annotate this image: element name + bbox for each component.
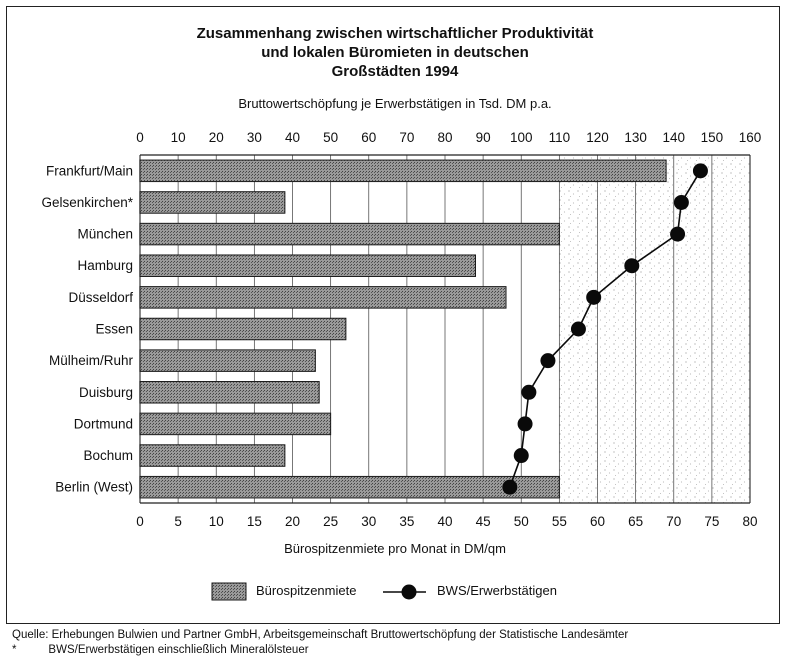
top-tick-label-40: 40 bbox=[284, 130, 301, 145]
bottom-tick-label-25: 25 bbox=[323, 514, 339, 529]
bws-point-2 bbox=[670, 227, 685, 242]
legend-swatch-bar bbox=[212, 583, 246, 600]
legend-label-bar: Bürospitzenmiete bbox=[256, 583, 357, 598]
top-tick-label-60: 60 bbox=[361, 130, 377, 145]
category-label-5: Essen bbox=[95, 321, 133, 337]
bws-point-9 bbox=[514, 448, 529, 463]
legend-swatch-marker bbox=[402, 585, 417, 600]
bws-point-8 bbox=[518, 416, 533, 431]
top-tick-label-10: 10 bbox=[170, 130, 186, 145]
bottom-tick-label-5: 5 bbox=[174, 514, 182, 529]
category-label-9: Bochum bbox=[83, 448, 133, 464]
bottom-tick-label-65: 65 bbox=[628, 514, 644, 529]
bottom-tick-label-70: 70 bbox=[666, 514, 682, 529]
bottom-tick-label-75: 75 bbox=[704, 514, 720, 529]
bottom-tick-label-15: 15 bbox=[246, 514, 262, 529]
bar-9 bbox=[140, 445, 285, 467]
top-axis-title: Bruttowertschöpfung je Erwerbstätigen in Tsd. DM p.a. bbox=[238, 96, 552, 111]
bar-3 bbox=[140, 255, 476, 277]
bottom-axis-title: Bürospitzenmiete pro Monat in DM/qm bbox=[284, 541, 506, 556]
bottom-tick-label-30: 30 bbox=[361, 514, 377, 529]
bottom-tick-label-60: 60 bbox=[589, 514, 606, 529]
top-tick-label-160: 160 bbox=[738, 130, 762, 145]
asterisk-footnote: * BWS/Erwerbstätigen einschließlich Mineralölsteuer bbox=[12, 644, 309, 656]
top-tick-label-80: 80 bbox=[437, 130, 453, 145]
top-tick-label-140: 140 bbox=[662, 130, 686, 145]
bws-point-7 bbox=[521, 385, 536, 400]
legend-label-line: BWS/Erwerbstätigen bbox=[437, 583, 557, 598]
bar-6 bbox=[140, 350, 315, 372]
bar-1 bbox=[140, 192, 285, 214]
top-tick-label-30: 30 bbox=[246, 130, 262, 145]
top-tick-label-130: 130 bbox=[624, 130, 647, 145]
shaded-zone bbox=[559, 155, 750, 503]
bws-point-4 bbox=[586, 290, 601, 305]
top-tick-label-150: 150 bbox=[700, 130, 724, 145]
bar-7 bbox=[140, 382, 319, 404]
bws-point-10 bbox=[502, 480, 517, 495]
top-tick-label-0: 0 bbox=[136, 130, 144, 145]
category-label-3: Hamburg bbox=[77, 258, 133, 274]
bar-2 bbox=[140, 223, 559, 245]
bottom-tick-label-80: 80 bbox=[742, 514, 758, 529]
category-label-2: München bbox=[77, 226, 133, 242]
bar-0 bbox=[140, 160, 666, 182]
bottom-tick-label-40: 40 bbox=[437, 514, 453, 529]
bottom-tick-label-45: 45 bbox=[475, 514, 491, 529]
category-label-10: Berlin (West) bbox=[55, 479, 133, 495]
category-label-8: Dortmund bbox=[73, 416, 133, 432]
bar-8 bbox=[140, 413, 331, 435]
top-tick-label-110: 110 bbox=[548, 130, 571, 145]
chart-title-line-1: Zusammenhang zwischen wirtschaftlicher Produktivität bbox=[196, 25, 594, 42]
chart-title-line-3: Großstädten 1994 bbox=[331, 63, 459, 80]
bws-point-1 bbox=[674, 195, 689, 210]
bws-point-5 bbox=[571, 322, 586, 337]
source-footnote: Quelle: Erhebungen Bulwien und Partner GmbH, Arbeitsgemeinschaft Bruttowertschöpfung der Statistische Landesämter bbox=[12, 629, 629, 641]
bottom-tick-label-35: 35 bbox=[399, 514, 415, 529]
bws-point-6 bbox=[540, 353, 555, 368]
category-label-0: Frankfurt/Main bbox=[45, 163, 133, 179]
category-label-6: Mülheim/Ruhr bbox=[48, 353, 133, 369]
bws-point-3 bbox=[624, 258, 639, 273]
category-label-4: Düsseldorf bbox=[68, 289, 133, 305]
top-tick-label-50: 50 bbox=[323, 130, 339, 145]
bottom-tick-label-50: 50 bbox=[513, 514, 529, 529]
chart-title-line-2: und lokalen Büromieten in deutschen bbox=[261, 44, 529, 61]
bottom-tick-label-10: 10 bbox=[208, 514, 224, 529]
bottom-tick-label-0: 0 bbox=[136, 514, 144, 529]
top-tick-label-100: 100 bbox=[509, 130, 533, 145]
bws-point-0 bbox=[693, 163, 708, 178]
bar-5 bbox=[140, 318, 346, 340]
category-label-7: Duisburg bbox=[78, 384, 133, 400]
top-tick-label-90: 90 bbox=[475, 130, 491, 145]
bottom-tick-label-55: 55 bbox=[551, 514, 567, 529]
bottom-tick-label-20: 20 bbox=[284, 514, 301, 529]
bar-10 bbox=[140, 476, 559, 498]
category-label-1: Gelsenkirchen* bbox=[41, 194, 133, 210]
top-tick-label-120: 120 bbox=[586, 130, 609, 145]
bar-4 bbox=[140, 287, 506, 309]
top-tick-label-70: 70 bbox=[399, 130, 415, 145]
top-tick-label-20: 20 bbox=[208, 130, 224, 145]
